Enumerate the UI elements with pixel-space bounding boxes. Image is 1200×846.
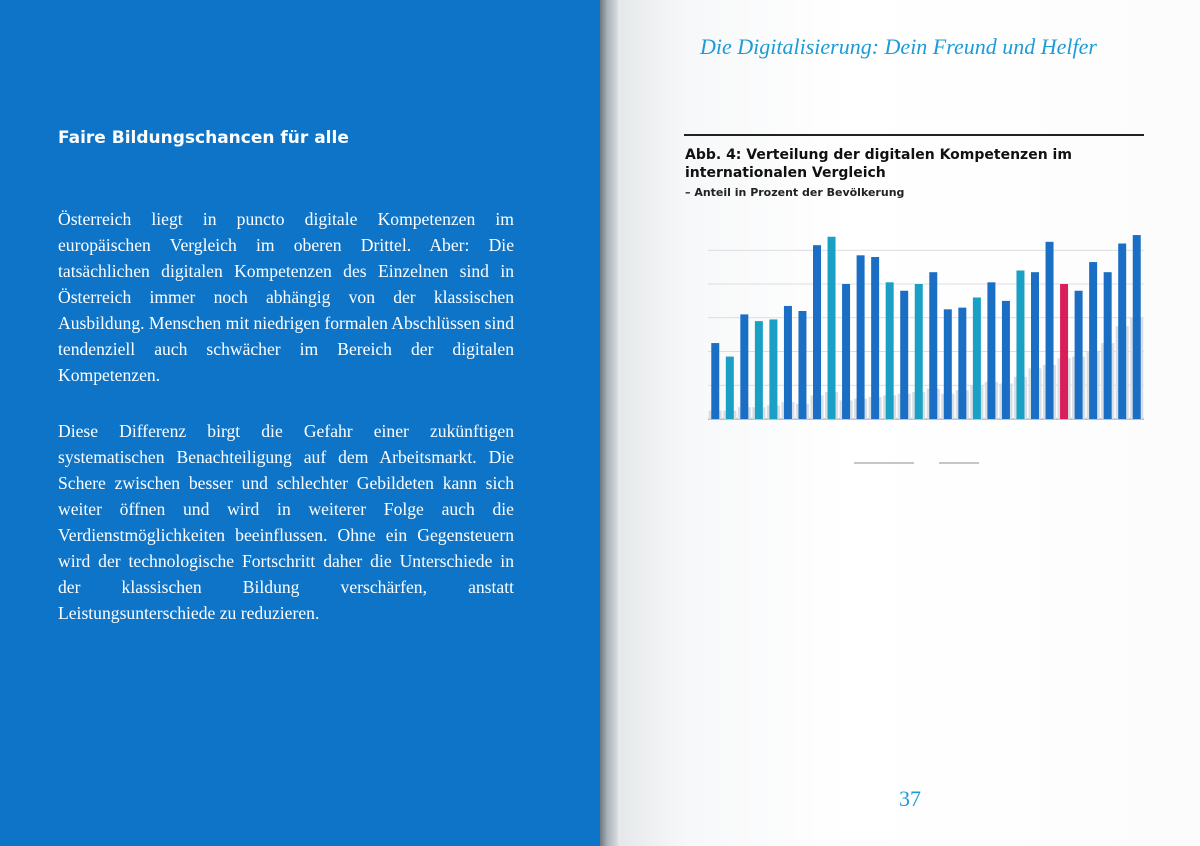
chart-bar (958, 308, 966, 419)
chart-bar (740, 314, 748, 419)
chart-bar (973, 298, 981, 420)
chart-bar (798, 311, 806, 419)
chart-bar (828, 237, 836, 419)
section-heading: Faire Bildungschancen für alle (58, 128, 349, 148)
chart-bar (1133, 235, 1141, 419)
figure-top-rule (684, 134, 1144, 136)
chart-bar (929, 272, 937, 419)
chart-bar (769, 319, 777, 419)
book-spine (600, 0, 618, 846)
chart-bar (1016, 271, 1024, 420)
chart-bar (1060, 284, 1068, 419)
figure-subtitle: – Anteil in Prozent der Bevölkerung (685, 186, 905, 199)
chart-bar (1118, 244, 1126, 420)
chart-bar (944, 309, 952, 419)
chart-bar (915, 284, 923, 419)
chart-bar (711, 343, 719, 419)
page-number: 37 (899, 786, 921, 811)
chart-bar (842, 284, 850, 419)
body-paragraph-2: Diese Differenz birgt die Gefahr einer zukünftigen systematischen Benachteiligung auf dem Arbeitsmarkt. Die Schere zwischen besser und schlechter Gebildeten kann sich weiter öffnen und wird in weiterer Folge auch die Verdienstmöglichkeiten beeinflussen. Ohne ein Gegensteuern wird der technologische Fortschritt daher die Unterschiede in der klassischen Bildung verschärfen, anstatt Leistungsunterschiede zu reduzieren. (58, 421, 514, 623)
chart-bar (784, 306, 792, 419)
chart-bar (1031, 272, 1039, 419)
chart-bar (1046, 242, 1054, 419)
chart-bar (1075, 291, 1083, 419)
chart-bar (1104, 272, 1112, 419)
chart-bar (726, 357, 734, 419)
chart-bar (987, 282, 995, 419)
figure-title: Abb. 4: Verteilung der digitalen Kompetenzen im internationalen Vergleich (685, 147, 1072, 181)
chart-bar (813, 245, 821, 419)
chart-bar (857, 255, 865, 419)
chart-bar (900, 291, 908, 419)
digital-skills-bar-chart (684, 222, 1150, 477)
chart-bar (1089, 262, 1097, 419)
chart-bar (886, 282, 894, 419)
running-head: Die Digitalisierung: Dein Freund und Helfer (700, 34, 1097, 59)
chart-bar (1002, 301, 1010, 419)
body-paragraph-1: Österreich liegt in puncto digitale Kompetenzen im europäischen Vergleich im oberen Drittel. Aber: Die tatsächlichen digitalen Kompetenzen des Einzelnen sind in Österreich immer noch abhängig von der klassischen Ausbildung. Menschen mit niedrigen formalen Abschlüssen sind tendenziell auch schwächer im Bereich der digitalen Kompetenzen. (58, 209, 514, 385)
chart-bar (871, 257, 879, 419)
chart-bar (755, 321, 763, 419)
